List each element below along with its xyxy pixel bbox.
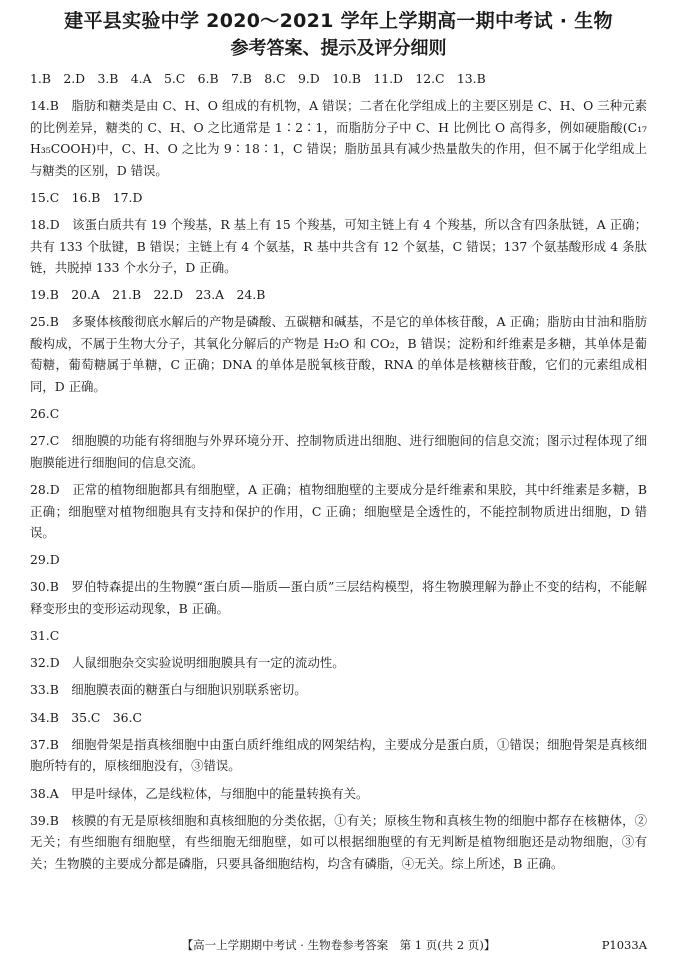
footer-page-info: 【高一上学期期中考试 · 生物卷参考答案 第 1 页(共 2 页)】 bbox=[181, 938, 496, 952]
page-subtitle: 参考答案、提示及评分细则 bbox=[230, 38, 447, 59]
answer-item-33: 33.B 细胞膜表面的糖蛋白与细胞识别联系密切。 bbox=[30, 682, 307, 698]
answer-item-39: 39.B 核膜的有无是原核细胞和真核细胞的分类依据，①有关；原核生物和真核生物的细胞中都存在核糖体，②无关；有些细胞有细胞壁，有些细胞无细胞壁，如可以根据细胞壁的有无判断是植物细胞还是动物细胞，③有关；生物膜的主要成分都是磷脂，只要具备细胞结构，均含有磷脂，④无关。综上所述，B 正确。 bbox=[30, 812, 647, 871]
answer-item-31: 31.C bbox=[30, 628, 60, 644]
answer-item-32: 32.D 人鼠细胞杂交实验说明细胞膜具有一定的流动性。 bbox=[30, 655, 345, 671]
answer-item-26: 26.C bbox=[30, 406, 60, 422]
answer-item-1-13: 1.B 2.D 3.B 4.A 5.C 6.B 7.B 8.C 9.D 10.B 11.D 12.C 13.B bbox=[30, 71, 486, 86]
answer-item-30: 30.B 罗伯特森提出的生物膜“蛋白质—脂质—蛋白质”三层结构模型，将生物膜理解为静止不变的结构，不能解释变形虫的变形运动现象，B 正确。 bbox=[30, 579, 647, 616]
answer-item-14: 14.B 脂肪和糖类是由 C、H、O 组成的有机物，A 错误；二者在化学组成上的主要区别是 C、H、O 三种元素的比例差异，糖类的 C、H、O 之比通常是 1∶2∶1，而脂肪分子中 C、H 比例比 O 高得多，例如硬脂酸(C₁₇H₃₅COOH)中，C、H、O 之比为 9∶18∶1，C 错误；脂肪虽具有减少热量散失的作用，但不属于化学组成上与糖类的区别，D 错误。 bbox=[30, 98, 647, 178]
answer-item-37: 37.B 细胞骨架是指真核细胞中由蛋白质纤维组成的网架结构，主要成分是蛋白质，①错误；细胞骨架是真核细胞所特有的，原核细胞没有，③错误。 bbox=[30, 736, 647, 774]
answer-item-38: 38.A 甲是叶绿体，乙是线粒体，与细胞中的能量转换有关。 bbox=[30, 785, 369, 801]
answer-item-19-24: 19.B 20.A 21.B 22.D 23.A 24.B bbox=[30, 287, 266, 303]
answer-item-25: 25.B 多聚体核酸彻底水解后的产物是磷酸、五碳糖和碱基，不是它的单体核苷酸，A 正确；脂肪由甘油和脂肪酸构成，不属于生物大分子，其氧化分解后的产物是 H₂O 和 CO₂，B 错误；淀粉和纤维素是多糖，其单体是葡萄糖，葡萄糖属于单糖，C 正确；DNA 的单体是脱氧核苷酸，RNA 的单体是核糖核苷酸，它们的元素组成相同，D 正确。 bbox=[30, 314, 647, 394]
answer-item-15-17: 15.C 16.B 17.D bbox=[30, 189, 143, 205]
answer-item-27: 27.C 细胞膜的功能有将细胞与外界环境分开、控制物质进出细胞、进行细胞间的信息交流；图示过程体现了细胞膜能进行细胞间的信息交流。 bbox=[30, 433, 647, 470]
answer-item-18: 18.D 该蛋白质共有 19 个羧基，R 基上有 15 个羧基，可知主链上有 4 个羧基，所以含有四条肽链，A 正确；共有 133 个肽键，B 错误；主链上有 4 个氨基，R 基中共含有 12 个氨基，C 错误；137 个氨基酸形成 4 条肽链，共脱掉 133 个水分子，D 正确。 bbox=[30, 217, 647, 276]
footer-code: P1033A bbox=[601, 938, 647, 952]
answer-list bbox=[30, 68, 647, 874]
page-footer bbox=[0, 936, 677, 954]
page-title: 建平县实验中学 2020～2021 学年上学期高一期中考试 · 生物 bbox=[64, 10, 613, 32]
answer-item-28: 28.D 正常的植物细胞都具有细胞壁，A 正确；植物细胞壁的主要成分是纤维素和果胶，其中纤维素是多糖，B 正确；细胞壁对植物细胞具有支持和保护的作用，C 正确；细胞壁是全透性的，不能控制物质进出细胞，D 错误。 bbox=[30, 482, 647, 540]
answer-item-29: 29.D bbox=[30, 552, 60, 568]
answer-item-34-36: 34.B 35.C 36.C bbox=[30, 709, 142, 725]
